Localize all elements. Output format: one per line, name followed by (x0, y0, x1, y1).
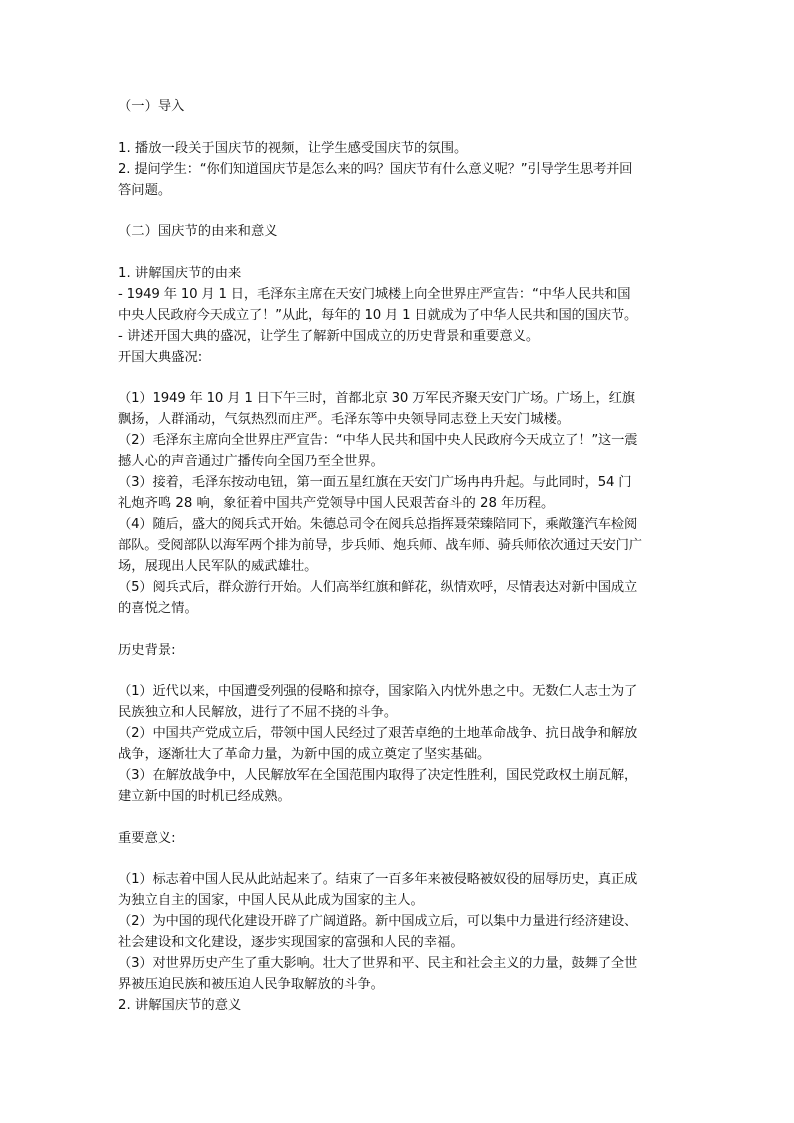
history-item-1-line-1: （1）近代以来，中国遭受列强的侵略和掠夺，国家陷入内忧外患之中。无数仁人志士为了 (118, 684, 638, 699)
meaning-item-2-line-2: 社会建设和文化建设，逐步实现国家的富强和人民的幸福。 (118, 935, 464, 950)
ceremony-item-3-line-2: 礼炮齐鸣 28 响，象征着中国共产党领导中国人民艰苦奋斗的 28 年历程。 (118, 496, 555, 511)
ceremony-item-5-line-2: 的喜悦之情。 (118, 601, 198, 616)
intro-item-1: 1. 播放一段关于国庆节的视频，让学生感受国庆节的氛围。 (118, 140, 468, 156)
intro-item-2-line-1: 2. 提问学生：“你们知道国庆节是怎么来的吗？国庆节有什么意义呢？”引导学生思考并回 (118, 161, 633, 177)
intro-item-2-line-2: 答问题。 (118, 182, 172, 198)
document-body (118, 96, 688, 1016)
history-heading: 历史背景: (118, 642, 176, 658)
ceremony-item-4-line-3: 场，展现出人民军队的威武雄壮。 (118, 559, 318, 574)
history-item-2-line-1: （2）中国共产党成立后，带领中国人民经过了艰苦卓绝的土地革命战争、抗日战争和解放 (118, 726, 638, 741)
meaning-item-2-line-1: （2）为中国的现代化建设开辟了广阔道路。新中国成立后，可以集中力量进行经济建设、 (118, 914, 638, 929)
origin-bullet-1-line-1: - 1949 年 10 月 1 日，毛泽东主席在天安门城楼上向全世界庄严宣告：“中华人民共和国 (118, 286, 631, 302)
ceremony-item-1-line-1: （1）1949 年 10 月 1 日下午三时，首都北京 30 万军民齐聚天安门广场。广场上，红旗 (118, 391, 635, 406)
meaning-subheading-2: 2. 讲解国庆节的意义 (118, 998, 242, 1013)
ceremony-item-3-line-1: （3）接着，毛泽东按动电钮，第一面五星红旗在天安门广场冉冉升起。与此同时，54 门 (118, 475, 632, 490)
history-item-3-line-1: （3）在解放战争中，人民解放军在全国范围内取得了决定性胜利，国民党政权土崩瓦解， (118, 768, 638, 783)
ceremony-item-4-line-1: （4）随后，盛大的阅兵式开始。朱德总司令在阅兵总指挥聂荣臻陪同下，乘敞篷汽车检阅 (118, 517, 638, 532)
ceremony-item-1-line-2: 飘扬，人群涌动，气氛热烈而庄严。毛泽东等中央领导同志登上天安门城楼。 (118, 412, 571, 427)
meaning-item-3-line-2: 界被压迫民族和被压迫人民争取解放的斗争。 (118, 977, 384, 992)
origin-bullet-2: - 讲述开国大典的盛况，让学生了解新中国成立的历史背景和重要意义。 (118, 328, 540, 344)
ceremony-heading: 开国大典盛况: (118, 349, 203, 365)
history-item-2-line-2: 战争，逐渐壮大了革命力量，为新中国的成立奠定了坚实基础。 (118, 747, 491, 762)
ceremony-item-5-line-1: （5）阅兵式后，群众游行开始。人们高举红旗和鲜花，纵情欢呼，尽情表达对新中国成立 (118, 580, 638, 595)
ceremony-item-2-line-2: 撼人心的声音通过广播传向全国乃至全世界。 (118, 454, 384, 469)
history-item-1-line-2: 民族独立和人民解放，进行了不屈不挠的斗争。 (118, 705, 398, 720)
ceremony-item-4-line-2: 部队。受阅部队以海军两个排为前导，步兵师、炮兵师、战车师、骑兵师依次通过天安门广 (118, 538, 642, 553)
history-item-3-line-2: 建立新中国的时机已经成熟。 (118, 789, 291, 804)
origin-subheading: 1. 讲解国庆节的由来 (118, 265, 242, 281)
section-heading-origin: （二）国庆节的由来和意义 (118, 224, 278, 239)
meaning-heading: 重要意义: (118, 830, 176, 846)
origin-bullet-1-line-2: 中央人民政府今天成立了！”从此，每年的 10 月 1 日就成为了中华人民共和国的国庆节。 (118, 307, 638, 323)
meaning-item-1-line-1: （1）标志着中国人民从此站起来了。结束了一百多年来被侵略被奴役的屈辱历史，真正成 (118, 872, 638, 887)
section-heading-intro: （一）导入 (118, 99, 185, 114)
meaning-item-3-line-1: （3）对世界历史产生了重大影响。壮大了世界和平、民主和社会主义的力量，鼓舞了全世 (118, 956, 638, 971)
ceremony-item-2-line-1: （2）毛泽东主席向全世界庄严宣告：“中华人民共和国中央人民政府今天成立了！”这一震 (118, 433, 638, 448)
meaning-item-1-line-2: 为独立自主的国家，中国人民从此成为国家的主人。 (118, 893, 424, 908)
